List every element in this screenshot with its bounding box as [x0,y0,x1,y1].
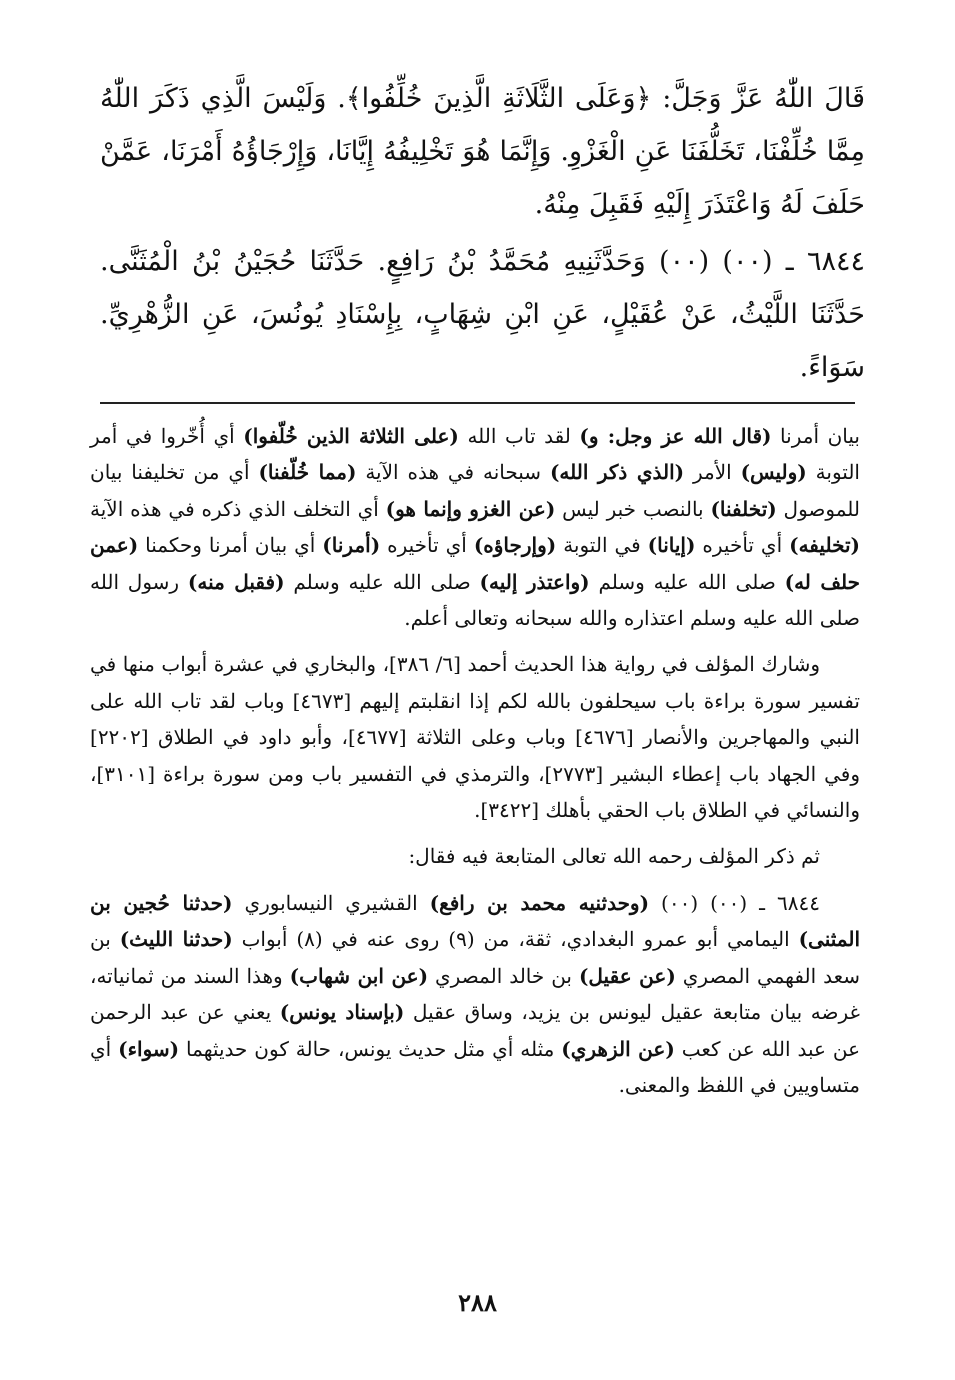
bold-phrase: (تخليفه) [789,533,861,558]
bold-phrase: (وحدثنيه محمد بن رافع) [429,890,650,915]
bold-phrase: (حدثنا الليث) [119,927,233,952]
text-run: في التوبة [556,533,648,558]
text-run: بن سعد الفهمي المصري [90,927,861,988]
bold-phrase: (إيانا) [647,533,696,558]
hadith-paragraph: قَالَ اللّٰهُ عَزَّ وَجَلَّ: ﴿وَعَلَى الثَّلَاثَةِ الَّذِينَ خُلِّفُوا﴾. وَلَيْسَ الَّذِي ذَكَرَ اللّٰهُ مِمَّا خُلِّفْنَا، تَخَلُّفَنَا عَنِ الْغَزْوِ. وَإِنَّمَا هُوَ تَخْلِيفُهُ إِيَّانَا، وَإِرْجَاؤُهُ أَمْرَنَا، عَمَّنْ حَلَفَ لَهُ وَاعْتَذَرَ إِلَيْهِ فَقَبِلَ مِنْهُ. [100,83,865,220]
text-run: أي بيان أمرنا وحكمنا [138,533,323,558]
bold-phrase: (عن ابن شهاب) [289,963,429,988]
commentary-paragraph: ثم ذكر المؤلف رحمه الله تعالى المتابعة فيه فقال: [408,844,820,869]
bold-phrase: (عن الزهري) [561,1036,675,1061]
bold-phrase: (وليس) [740,460,807,485]
text-run: أي تأخيره [695,533,790,558]
bold-phrase: (الذي ذكر الله) [549,460,685,485]
hadith-paragraph: ٦٨٤٤ ـ (٠٠) (٠٠) وَحَدَّثَنِيهِ مُحَمَّدُ بْنُ رَافِعٍ. حَدَّثَنَا حُجَيْنُ بْنُ الْمُثَنَّى. حَدَّثَنَا اللَّيْثُ، عَنْ عُقَيْلٍ، عَنِ ابْنِ شِهَابٍ، بِإِسْنَادِ يُونُسَ، عَنِ الزُّهْرِيِّ. سَوَاءً. [100,246,865,383]
bold-phrase: (وإرجاؤه) [473,533,557,558]
text-run: صلى الله عليه وسلم [589,569,785,594]
bold-phrase: (واعتذر إليه) [479,569,590,594]
bold-phrase: (على الثلاثة الذين خُلّفوا) [243,424,459,448]
hadith-text [100,72,865,394]
bold-phrase: (أمرنا) [322,533,381,558]
text-run: بيان أمرنا [771,424,860,448]
bold-phrase: (عن الغزو وإنما هو) [385,496,556,521]
commentary-text [90,418,860,1103]
text-run: الأمر [684,460,741,485]
footnote-separator [100,402,855,404]
commentary-paragraph [90,418,860,636]
page-number: ٢٨٨ [458,1288,497,1317]
bold-phrase: (قال الله عز وجل: و) [579,424,772,448]
commentary-paragraph: وشارك المؤلف في رواية هذا الحديث أحمد [٦/ ٣٨٦]، والبخاري في عشرة أبواب منها في تفسير سورة براءة باب سيحلفون بالله لكم إذا انقلبتم إليهم [٤٦٧٣] وباب لقد تاب الله على النبي والمهاجرين والأنصار [٤٦٧٦] وباب وعلى الثلاثة [٤٦٧٧]، وأبو داود في الطلاق [٢٢٠٢] وفي الجهاد باب إعطاء البشير [٢٧٧٣]، والترمذي في التفسير باب ومن سورة براءة [٣١٠١]، والنسائي في الطلاق باب الحقي بأهلك [٣٤٢٢]. [90,652,860,823]
text-run: بن خالد المصري [428,963,579,988]
text-run: أي متساويين في اللفظ والمعنى. [90,1036,860,1097]
bold-phrase: (فقبل منه) [187,569,285,594]
text-run: مثله أي مثل حديث يونس، حالة كون حديثهما [179,1036,562,1061]
text-run: أي من تخليفنا بيان للموصول [90,460,861,521]
text-run: القشيري النيسابوري [232,890,430,915]
text-run: أي أُخّروا في أمر التوبة [90,424,860,485]
text-run: أي التخلف الذي ذكره في هذه الآية [90,496,386,521]
bold-phrase: (عمن حلف له) [90,533,861,594]
bold-phrase: (عن عقيل) [578,963,676,988]
bold-phrase: (بإسناد يونس) [279,1000,405,1025]
text-run: وهذا السند من ثمانياته، غرضه بيان متابعة عقيل ليونس بن يزيد، وساق عقيل [90,963,860,1025]
text-run: يعني عن عبد الرحمن عن عبد الله عن كعب [90,1000,861,1061]
text-run: أي تأخيره [380,533,474,558]
bold-phrase: (تخلفنا) [710,496,777,521]
text-run: لقد تاب الله [458,424,580,448]
bold-phrase: (سواء) [118,1036,180,1061]
bold-phrase: (حدثنا حُجين بن المثنى) [90,890,861,952]
text-run: بالنصب خبر ليس [555,496,711,521]
text-run: صلى الله عليه وسلم [284,569,480,594]
bold-phrase: (مما خُلّفنا) [258,460,357,485]
text-run: ٦٨٤٤ ـ (٠٠) (٠٠) [649,890,820,915]
text-run: سبحانه في هذه الآية [356,460,550,485]
commentary-paragraph [90,885,860,1103]
text-run: اليمامي أبو عمرو البغدادي، ثقة، من (٩) روى عنه في (٨) أبواب [232,927,799,952]
text-run: رسول الله صلى الله عليه وسلم اعتذاره والله سبحانه وتعالى أعلم. [90,569,860,631]
